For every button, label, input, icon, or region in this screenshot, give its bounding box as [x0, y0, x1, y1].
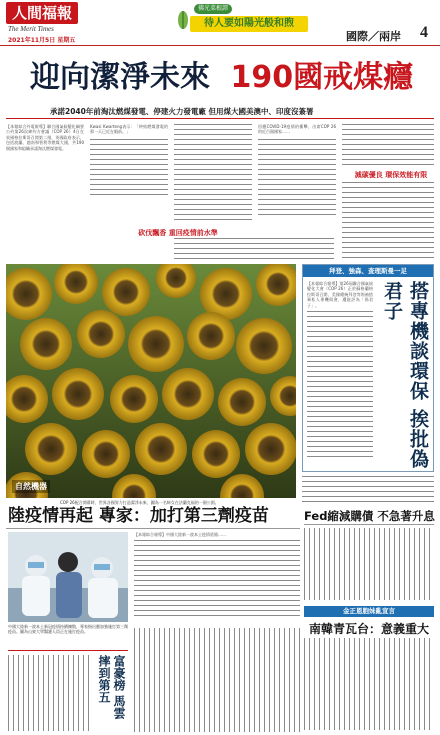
body-filler — [174, 238, 334, 262]
covid-rule — [6, 528, 300, 529]
subhead-rule — [6, 118, 434, 119]
lead-body-col-3 — [174, 124, 252, 224]
issue-date: 2021年11月5日 星期五 — [8, 37, 76, 44]
masthead — [0, 0, 440, 46]
jack-ma-headline: 富豪榜 馬雲摔到第五 — [97, 655, 126, 720]
covid-body-col-1 — [134, 532, 300, 622]
column-box — [302, 264, 434, 472]
lead-headline-part-1: 迎向潔淨未來 — [30, 60, 210, 95]
korea-headline: 南韓青瓦台：意義重大 — [308, 622, 429, 636]
page-number: 4 — [420, 24, 428, 41]
covid-body-vertical — [134, 628, 300, 732]
column-box-continued — [302, 476, 434, 506]
lead-body-col-1-text: 【本報綜合外電報導】聯合國氣候變化綱要公約第26次締約方會議（COP 26）4日在英國格拉斯哥召開第二週，英國政府表示，包括波蘭、越南和智利等燃煤大國，共190個國家和組織承諾淘汰燃煤發電。 — [6, 124, 84, 151]
column-box-tag: 拜登、強森、查理斯曼一足 — [303, 265, 433, 277]
lead-body-col-2 — [90, 124, 168, 224]
fed-rule — [304, 524, 434, 525]
body-filler — [304, 528, 434, 600]
covid-body — [134, 532, 300, 732]
masthead-logo-en: The Merit Times — [8, 25, 54, 33]
jack-ma-body — [8, 655, 90, 731]
covid-headline: 陸疫情再起 專家：加打第三劑疫苗 — [8, 506, 269, 526]
korea-tag: 金正恩胞妹亂宣言 — [304, 606, 434, 617]
body-filler — [8, 655, 90, 731]
body-filler — [174, 124, 252, 224]
motto-banner: 待人要如陽光般和煦 — [190, 16, 308, 32]
body-filler — [134, 628, 300, 732]
body-filler — [342, 124, 434, 166]
lead-body-col-2-text: Kwasi Kwarteng表示：「終結燃煤發電的那一天已近在眼前。」 — [90, 124, 168, 135]
jack-ma-box — [8, 650, 128, 732]
lead-body-col-5b — [342, 182, 434, 260]
lead-body-col-1 — [6, 124, 84, 224]
lead-subhead: 承諾2040年前淘汰燃煤發電、停建火力發電廠 但用煤大國美澳中、印度沒簽署 — [50, 107, 314, 116]
body-filler — [134, 540, 300, 620]
column-tag: 佛光菜根譚 — [194, 4, 232, 14]
lead-body-col-5 — [342, 124, 434, 166]
column-box-headline: 搭專機談環保 挨批偽君子 — [381, 281, 429, 469]
lead-headline — [30, 53, 430, 103]
sunflower-photo-caption: COP 26配合開幕時，世界各國努力打造潔淨未來，圖為一名婦女在法蘭克福的一個公園。 — [60, 500, 219, 505]
column-box-body — [307, 281, 373, 469]
fed-headline: Fed縮減購債 不急著升息 — [304, 509, 435, 523]
vaccination-photo — [8, 532, 128, 622]
masthead-leaf-icon — [176, 6, 190, 30]
body-filler — [307, 311, 373, 461]
sunflower-photo — [6, 264, 296, 498]
body-filler — [258, 139, 336, 219]
lead-body-col-4-text: 回應COVID-19疫情的衝擊，出席COP 26的近百個國家…… — [258, 124, 336, 135]
inline-caption: 砍伐飄香 重回疫情前水準 — [138, 229, 218, 237]
lead-headline-part-2: 190國戒煤癮 — [230, 60, 414, 95]
masthead-logo: 人間福報 — [6, 2, 78, 24]
body-filler — [90, 139, 168, 199]
column-box-body-text: 【本報綜合報導】第26屆聯合國氣候變化大會（COP 26）正於蘇格蘭格拉斯哥召開，美國總統拜登等領袖搭乘私人專機與會，遭批評為「偽君子」。 — [307, 281, 373, 308]
lead-body-col-4 — [258, 124, 336, 224]
fed-body — [304, 528, 434, 600]
body-filler — [342, 182, 434, 260]
covid-body-text: 【本報綜合報導】中國大陸新一波本土疫情延燒…… — [134, 532, 226, 537]
section-label: 國際／兩岸 — [346, 30, 401, 43]
vaccination-photo-caption: 中國大陸新一波本土新冠疫情持續擴散，專家指出應加強施打第三劑疫苗。圖為山東大學醫護人員正在施打疫苗。 — [8, 624, 128, 634]
photo-label: 自然機器 — [12, 480, 50, 493]
body-filler — [302, 476, 434, 506]
korea-body — [304, 638, 434, 730]
body-filler — [304, 638, 434, 730]
lead-body-col-3b — [174, 238, 334, 262]
side-box-title: 減碳優良 環保效能有限 — [354, 171, 428, 179]
